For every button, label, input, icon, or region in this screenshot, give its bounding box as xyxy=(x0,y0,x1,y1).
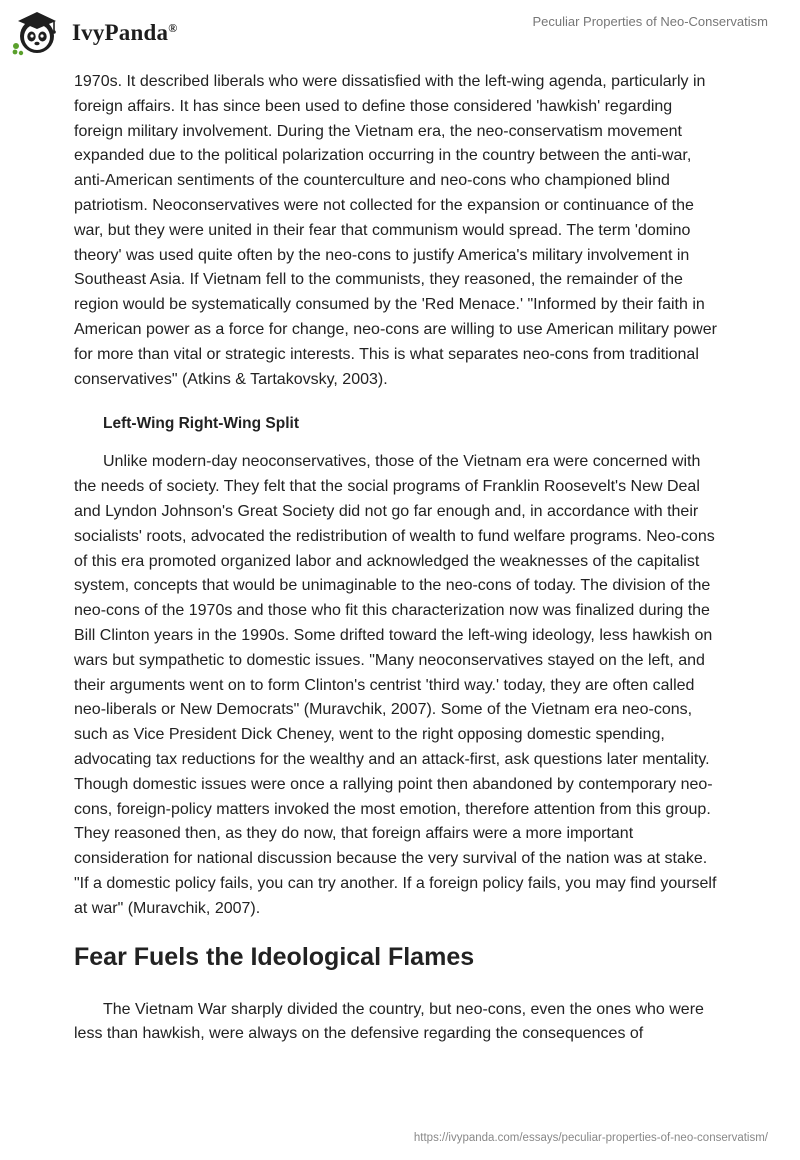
paragraph-3: The Vietnam War sharply divided the country, but neo-cons, even the ones who were less than hawkish, were always on the defensive regarding the consequences of xyxy=(74,1000,704,1043)
footer-url[interactable]: https://ivypanda.com/essays/peculiar-properties-of-neo-conservatism/ xyxy=(413,1132,768,1144)
logo-name: IvyPanda xyxy=(72,20,169,45)
subheading-left-right-split: Left-Wing Right-Wing Split xyxy=(103,415,299,433)
document-title: Peculiar Properties of Neo-Conservatism xyxy=(532,14,768,29)
section-heading-fear-fuels: Fear Fuels the Ideological Flames xyxy=(74,942,475,971)
panda-logo-icon xyxy=(12,8,62,58)
logo-registered-mark: ® xyxy=(168,21,178,35)
page-header xyxy=(0,0,800,70)
paragraph-2: Unlike modern-day neoconservatives, those of the Vietnam era were concerned with the needs of society. They felt that the social programs of Franklin Roosevelt's New Deal and Lyndon Johnson's Great Society did not go far enough and, in accordance with their socialists' roots, advocated the redistribution of wealth to fund welfare programs. Neo-cons of this era promoted organized labor and acknowledged the weaknesses of the capitalist system, concepts that would be unimaginable to the neo-cons of today. The division of the neo-cons of the 1970s and those who fit this characterization now was finalized during the Bill Clinton years in the 1990s. Some drifted toward the left-wing ideology, less hawkish on wars but sympathetic to domestic issues. "Many neoconservatives stayed on the left, and their arguments went on to form Clinton's centrist 'third way.' today, they are often called neo-liberals or New Democrats" (Muravchik, 2007). Some of the Vietnam era neo-cons, such as Vice President Dick Cheney, went to the right opposing domestic spending, advocating tax reductions for the wealthy and an attack-first, ask questions later mentality. Though domestic issues were once a rallying point then abandoned by contemporary neo-cons, foreign-policy matters invoked the most emotion, therefore attention from this group. They reasoned then, as they do now, that foreign affairs were a more important consideration for national discussion because the very survival of the nation was at stake. "If a domestic policy fails, you can try another. If a foreign policy fails, you may find yourself at war" (Muravchik, 2007). xyxy=(74,453,717,917)
logo-text xyxy=(72,20,177,46)
logo[interactable] xyxy=(12,8,177,58)
essay-content xyxy=(74,70,724,1067)
paragraph-1: 1970s. It described liberals who were dissatisfied with the left-wing agenda, particularly in foreign affairs. It has since been used to define those considered 'hawkish' regarding foreign military involvement. During the Vietnam era, the neo-conservatism movement expanded due to the political polarization occurring in the country between the anti-war, anti-American sentiments of the counterculture and neo-cons who championed blind patriotism. Neoconservatives were not collected for the expansion or continuance of the war, but they were united in their fear that communism would spread. The term 'domino theory' was used quite often by the neo-cons to justify America's military involvement in Southeast Asia. If Vietnam fell to the communists, they reasoned, the remainder of the region would be systematically consumed by the 'Red Menace.' "Informed by their faith in American power as a force for change, neo-cons are willing to use American military power for more than vital or strategic interests. This is what separates neo-cons from traditional conservatives" (Atkins & Tartakovsky, 2003). xyxy=(74,73,717,388)
